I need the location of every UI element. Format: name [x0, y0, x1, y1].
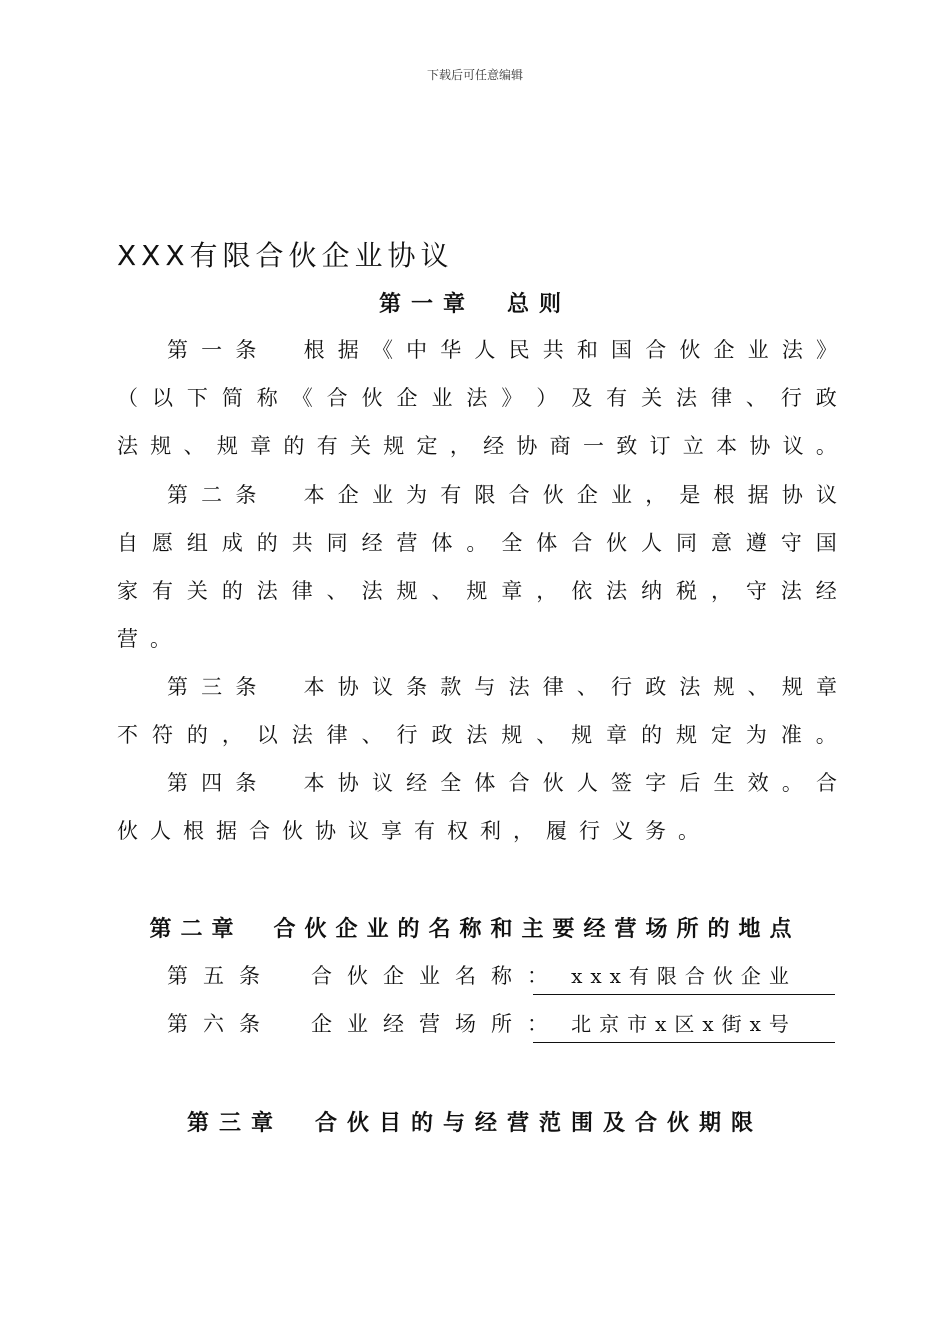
article-4-line-2: 伙人根据合伙协议享有权利，履行义务。 [117, 819, 711, 843]
article-3-line-1: 第 三 条 本 协 议 条 款 与 法 律 、 行 政 法 规 、 规 章 [167, 675, 837, 699]
business-address-field[interactable]: 北京市x区x街x号 [533, 1006, 835, 1043]
article-2-line-1: 第 二 条 本 企 业 为 有 限 合 伙 企 业 ， 是 根 据 协 议 [167, 483, 837, 507]
article-5-row [167, 958, 563, 994]
enterprise-name-field[interactable]: xxx有限合伙企业 [533, 958, 835, 995]
article-2-line-4: 营。 [117, 627, 183, 651]
chapter-2-heading: 第二章 合伙企业的名称和主要经营场所的地点 [149, 917, 801, 942]
article-1-line-3: 法 规 、 规 章 的 有 关 规 定 ， 经 协 商 一 致 订 立 本 协 议 。 [117, 434, 837, 458]
chapter-3-heading: 第三章 合伙目的与经营范围及合伙期限 [186, 1111, 763, 1136]
article-5-label: 第五条 合伙企业名称： [167, 964, 563, 988]
article-3-line-2: 不 符 的 ， 以 法 律 、 行 政 法 规 、 规 章 的 规 定 为 准 。 [117, 723, 837, 747]
article-4-line-1: 第 四 条 本 协 议 经 全 体 合 伙 人 签 字 后 生 效 。 合 [167, 771, 837, 795]
chapter-1-heading: 第一章 总则 [378, 292, 571, 317]
article-6-row [167, 1006, 563, 1042]
document-title: XXX有限合伙企业协议 [117, 239, 454, 272]
article-1-line-1: 第 一 条 根 据 《 中 华 人 民 共 和 国 合 伙 企 业 法 》 [167, 338, 837, 362]
page-header-note: 下载后可任意编辑 [426, 68, 523, 82]
article-1-line-2: （ 以 下 简 称 《 合 伙 企 业 法 》 ） 及 有 关 法 律 、 行 政 [117, 386, 837, 410]
article-2-line-3: 家 有 关 的 法 律 、 法 规 、 规 章 ， 依 法 纳 税 ， 守 法 经 [117, 579, 837, 603]
article-6-label: 第六条 企业经营场所： [167, 1012, 563, 1036]
article-2-line-2: 自 愿 组 成 的 共 同 经 营 体 。 全 体 合 伙 人 同 意 遵 守 国 [117, 531, 837, 555]
